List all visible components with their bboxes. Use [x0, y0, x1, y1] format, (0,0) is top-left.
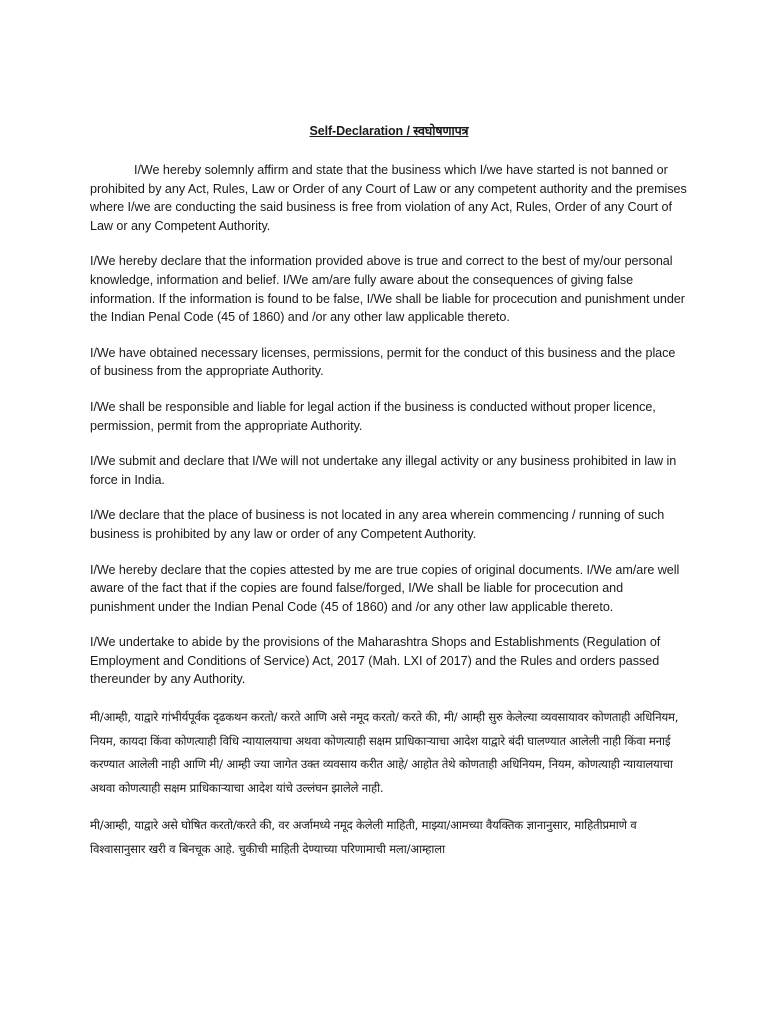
paragraph-licenses-obtained: I/We have obtained necessary licenses, permissions, permit for the conduct of this business and the place of business from the appropriate Authority.: [90, 345, 676, 379]
paragraph-abide-provisions: I/We undertake to abide by the provisions of the Maharashtra Shops and Establishments (Regulation of Employment and Conditions of Service) Act, 2017 (Mah. LXI of 2017) and the Rules and orders passed thereunder by any Authority.: [90, 635, 661, 687]
marathi-paragraph-affirmation: मी/आम्ही, याद्वारे गांभीर्यपूर्वक दृढकथन करतो/ करते आणि असे नमूद करतो/ करते की, मी/ आम्ही सुरु केलेल्या व्यवसायावर कोणताही अधिनियम, नियम, कायदा किंवा कोणत्याही विधि न्यायालयाचा अथवा कोणत्याही सक्षम प्राधिकाऱ्याचा आदेश याद्वारे बंदी घालण्यात आलेली नाही किंवा मनाई करण्यात आलेली नाही आणि मी/ आम्ही ज्या जागेत उक्त व्यवसाय करीत आहे/ आहोत तेथे कोणताही अधिनियम, नियम, कोणत्याही न्यायालयाचा अथवा कोणत्याही सक्षम प्राधिकाऱ्याचा आदेश यांचे उल्लंघन झालेले नाही.: [90, 710, 679, 795]
paragraph-no-illegal-activity: I/We submit and declare that I/We will not undertake any illegal activity or any business prohibited in law in force in India.: [90, 454, 677, 487]
paragraph-affirmation: I/We hereby solemnly affirm and state that the business which I/we have started is not banned or prohibited by any Act, Rules, Law or Order of any Court of Law or any competent authority and the premises where I/we are conducting the said business is free from violation of any Act, Rules, Order of any Court of Law or any Competent Authority.: [90, 163, 687, 233]
marathi-paragraph-declaration: मी/आम्ही, याद्वारे असे घोषित करतो/करते की, वर अर्जामध्ये नमूद केलेली माहिती, माझ्या/आमच्या वैयक्तिक ज्ञानानुसार, माहितीप्रमाणे व विश्वासानुसार खरी व बिनचूक आहे. चुकीची माहिती देण्याच्या परिणामाची मला/आम्हाला: [90, 818, 637, 856]
paragraph-legal-liability: I/We shall be responsible and liable for legal action if the business is conducted without proper licence, permission, permit from the appropriate Authority.: [90, 399, 656, 433]
paragraph-true-copies: I/We hereby declare that the copies attested by me are true copies of original documents. I/We am/are well aware of the fact that if the copies are found false/forged, I/We shall be liable for procecution and punishment under the Indian Penal Code (45 of 1860) and /or any other law applicable thereto.: [90, 562, 680, 614]
document-title: Self-Declaration / स्वघोषणापत्र: [309, 124, 469, 138]
paragraph-place-of-business: I/We declare that the place of business is not located in any area wherein commencing / running of such business is prohibited by any law or order of any Competent Authority.: [90, 508, 665, 541]
paragraph-information-true: I/We hereby declare that the information provided above is true and correct to the best of my/our personal knowledge, information and belief. I/We am/are fully aware about the consequences of giving false information. If the information is found to be false, I/We shall be liable for procecution and punishment under the Indian Penal Code (45 of 1860) and /or any other law applicable thereto.: [90, 254, 685, 325]
